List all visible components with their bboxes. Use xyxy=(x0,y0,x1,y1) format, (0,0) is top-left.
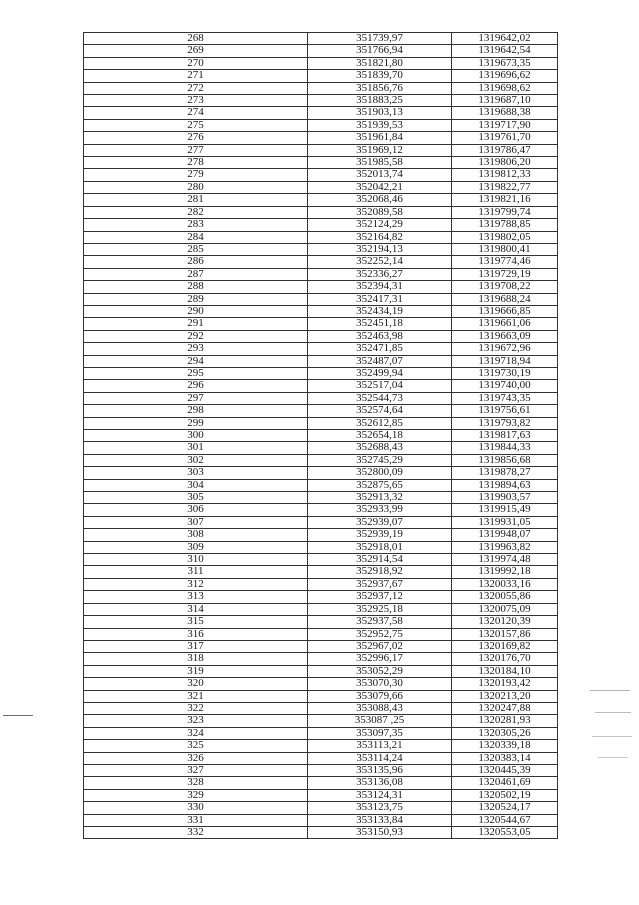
point-number-cell: 332 xyxy=(84,827,308,839)
table-row xyxy=(84,715,558,727)
table-row xyxy=(84,554,558,566)
y-coordinate-cell: 1319822,77 xyxy=(452,181,558,193)
point-number-cell: 277 xyxy=(84,144,308,156)
point-number-cell: 280 xyxy=(84,181,308,193)
table-row xyxy=(84,107,558,119)
table-row xyxy=(84,169,558,181)
point-number-cell: 285 xyxy=(84,243,308,255)
y-coordinate-cell: 1319844,33 xyxy=(452,442,558,454)
x-coordinate-cell: 353087 ,25 xyxy=(308,715,452,727)
table-row xyxy=(84,405,558,417)
y-coordinate-cell: 1319806,20 xyxy=(452,157,558,169)
y-coordinate-cell: 1319756,61 xyxy=(452,405,558,417)
x-coordinate-cell: 352089,58 xyxy=(308,206,452,218)
point-number-cell: 287 xyxy=(84,268,308,280)
y-coordinate-cell: 1319799,74 xyxy=(452,206,558,218)
table-row xyxy=(84,281,558,293)
y-coordinate-cell: 1319672,96 xyxy=(452,343,558,355)
point-number-cell: 268 xyxy=(84,33,308,45)
table-row xyxy=(84,702,558,714)
table-row xyxy=(84,591,558,603)
x-coordinate-cell: 352463,98 xyxy=(308,330,452,342)
x-coordinate-cell: 352967,02 xyxy=(308,640,452,652)
y-coordinate-cell: 1319688,38 xyxy=(452,107,558,119)
table-row xyxy=(84,132,558,144)
y-coordinate-cell: 1320305,26 xyxy=(452,727,558,739)
table-row xyxy=(84,380,558,392)
x-coordinate-cell: 352913,32 xyxy=(308,492,452,504)
y-coordinate-cell: 1320033,16 xyxy=(452,578,558,590)
y-coordinate-cell: 1319663,09 xyxy=(452,330,558,342)
point-number-cell: 272 xyxy=(84,82,308,94)
point-number-cell: 269 xyxy=(84,45,308,57)
x-coordinate-cell: 351739,97 xyxy=(308,33,452,45)
x-coordinate-cell: 353135,96 xyxy=(308,764,452,776)
table-row xyxy=(84,231,558,243)
table-row xyxy=(84,665,558,677)
point-number-cell: 322 xyxy=(84,702,308,714)
table-row xyxy=(84,690,558,702)
x-coordinate-cell: 352996,17 xyxy=(308,653,452,665)
point-number-cell: 330 xyxy=(84,802,308,814)
x-coordinate-cell: 352124,29 xyxy=(308,219,452,231)
point-number-cell: 312 xyxy=(84,578,308,590)
x-coordinate-cell: 352013,74 xyxy=(308,169,452,181)
point-number-cell: 328 xyxy=(84,777,308,789)
y-coordinate-cell: 1319948,07 xyxy=(452,529,558,541)
table-row xyxy=(84,628,558,640)
x-coordinate-cell: 352688,43 xyxy=(308,442,452,454)
y-coordinate-cell: 1319729,19 xyxy=(452,268,558,280)
y-coordinate-cell: 1319821,16 xyxy=(452,194,558,206)
point-number-cell: 329 xyxy=(84,789,308,801)
table-row xyxy=(84,566,558,578)
point-number-cell: 304 xyxy=(84,479,308,491)
y-coordinate-cell: 1319894,63 xyxy=(452,479,558,491)
table-row xyxy=(84,367,558,379)
table-row xyxy=(84,392,558,404)
point-number-cell: 327 xyxy=(84,764,308,776)
table-row xyxy=(84,752,558,764)
point-number-cell: 305 xyxy=(84,492,308,504)
point-number-cell: 310 xyxy=(84,554,308,566)
y-coordinate-cell: 1319915,49 xyxy=(452,504,558,516)
point-number-cell: 320 xyxy=(84,678,308,690)
y-coordinate-cell: 1320169,82 xyxy=(452,640,558,652)
point-number-cell: 306 xyxy=(84,504,308,516)
y-coordinate-cell: 1320247,88 xyxy=(452,702,558,714)
table-row xyxy=(84,578,558,590)
coordinates-table-body xyxy=(84,33,558,839)
table-row xyxy=(84,814,558,826)
table-row xyxy=(84,740,558,752)
table-row xyxy=(84,330,558,342)
point-number-cell: 297 xyxy=(84,392,308,404)
point-number-cell: 288 xyxy=(84,281,308,293)
point-number-cell: 273 xyxy=(84,95,308,107)
x-coordinate-cell: 352939,19 xyxy=(308,529,452,541)
scan-artifact-right xyxy=(595,712,631,713)
x-coordinate-cell: 351821,80 xyxy=(308,57,452,69)
point-number-cell: 314 xyxy=(84,603,308,615)
x-coordinate-cell: 352394,31 xyxy=(308,281,452,293)
table-row xyxy=(84,467,558,479)
table-row xyxy=(84,529,558,541)
point-number-cell: 281 xyxy=(84,194,308,206)
y-coordinate-cell: 1319696,62 xyxy=(452,70,558,82)
x-coordinate-cell: 352487,07 xyxy=(308,355,452,367)
y-coordinate-cell: 1320339,18 xyxy=(452,740,558,752)
scan-artifact-right xyxy=(590,690,630,691)
point-number-cell: 316 xyxy=(84,628,308,640)
point-number-cell: 296 xyxy=(84,380,308,392)
y-coordinate-cell: 1319740,00 xyxy=(452,380,558,392)
x-coordinate-cell: 352925,18 xyxy=(308,603,452,615)
point-number-cell: 331 xyxy=(84,814,308,826)
y-coordinate-cell: 1319688,24 xyxy=(452,293,558,305)
y-coordinate-cell: 1319802,05 xyxy=(452,231,558,243)
x-coordinate-cell: 351883,25 xyxy=(308,95,452,107)
table-row xyxy=(84,764,558,776)
x-coordinate-cell: 352252,14 xyxy=(308,256,452,268)
point-number-cell: 299 xyxy=(84,417,308,429)
x-coordinate-cell: 352517,04 xyxy=(308,380,452,392)
table-row xyxy=(84,70,558,82)
point-number-cell: 313 xyxy=(84,591,308,603)
y-coordinate-cell: 1319817,63 xyxy=(452,430,558,442)
y-coordinate-cell: 1320075,09 xyxy=(452,603,558,615)
x-coordinate-cell: 352194,13 xyxy=(308,243,452,255)
y-coordinate-cell: 1319743,35 xyxy=(452,392,558,404)
table-row xyxy=(84,144,558,156)
table-row xyxy=(84,430,558,442)
table-row xyxy=(84,318,558,330)
y-coordinate-cell: 1320184,10 xyxy=(452,665,558,677)
x-coordinate-cell: 352918,92 xyxy=(308,566,452,578)
point-number-cell: 292 xyxy=(84,330,308,342)
y-coordinate-cell: 1319793,82 xyxy=(452,417,558,429)
table-row xyxy=(84,95,558,107)
table-row xyxy=(84,777,558,789)
x-coordinate-cell: 352939,07 xyxy=(308,516,452,528)
point-number-cell: 283 xyxy=(84,219,308,231)
y-coordinate-cell: 1319992,18 xyxy=(452,566,558,578)
table-row xyxy=(84,479,558,491)
x-coordinate-cell: 353124,31 xyxy=(308,789,452,801)
point-number-cell: 319 xyxy=(84,665,308,677)
x-coordinate-cell: 351961,84 xyxy=(308,132,452,144)
y-coordinate-cell: 1319974,48 xyxy=(452,554,558,566)
scan-artifact-left xyxy=(3,715,33,716)
table-row xyxy=(84,206,558,218)
point-number-cell: 275 xyxy=(84,119,308,131)
x-coordinate-cell: 353070,30 xyxy=(308,678,452,690)
table-row xyxy=(84,82,558,94)
x-coordinate-cell: 353136,08 xyxy=(308,777,452,789)
x-coordinate-cell: 353088,43 xyxy=(308,702,452,714)
x-coordinate-cell: 353123,75 xyxy=(308,802,452,814)
point-number-cell: 279 xyxy=(84,169,308,181)
x-coordinate-cell: 352499,94 xyxy=(308,367,452,379)
y-coordinate-cell: 1319800,41 xyxy=(452,243,558,255)
point-number-cell: 278 xyxy=(84,157,308,169)
x-coordinate-cell: 353114,24 xyxy=(308,752,452,764)
x-coordinate-cell: 352068,46 xyxy=(308,194,452,206)
x-coordinate-cell: 352937,58 xyxy=(308,616,452,628)
y-coordinate-cell: 1319856,68 xyxy=(452,454,558,466)
y-coordinate-cell: 1319786,47 xyxy=(452,144,558,156)
y-coordinate-cell: 1320213,20 xyxy=(452,690,558,702)
table-row xyxy=(84,119,558,131)
x-coordinate-cell: 352471,85 xyxy=(308,343,452,355)
table-row xyxy=(84,45,558,57)
y-coordinate-cell: 1319788,85 xyxy=(452,219,558,231)
y-coordinate-cell: 1320524,17 xyxy=(452,802,558,814)
table-row xyxy=(84,355,558,367)
table-row xyxy=(84,194,558,206)
y-coordinate-cell: 1320461,69 xyxy=(452,777,558,789)
table-row xyxy=(84,454,558,466)
y-coordinate-cell: 1319878,27 xyxy=(452,467,558,479)
coordinates-table xyxy=(83,32,558,839)
x-coordinate-cell: 352952,75 xyxy=(308,628,452,640)
table-row xyxy=(84,343,558,355)
x-coordinate-cell: 352875,65 xyxy=(308,479,452,491)
y-coordinate-cell: 1320157,86 xyxy=(452,628,558,640)
x-coordinate-cell: 351903,13 xyxy=(308,107,452,119)
table-row xyxy=(84,293,558,305)
y-coordinate-cell: 1320120,39 xyxy=(452,616,558,628)
x-coordinate-cell: 352914,54 xyxy=(308,554,452,566)
table-row xyxy=(84,57,558,69)
table-row xyxy=(84,219,558,231)
table-row xyxy=(84,516,558,528)
y-coordinate-cell: 1319717,90 xyxy=(452,119,558,131)
table-row xyxy=(84,33,558,45)
x-coordinate-cell: 352933,99 xyxy=(308,504,452,516)
table-row xyxy=(84,789,558,801)
point-number-cell: 295 xyxy=(84,367,308,379)
x-coordinate-cell: 352434,19 xyxy=(308,305,452,317)
y-coordinate-cell: 1319931,05 xyxy=(452,516,558,528)
point-number-cell: 321 xyxy=(84,690,308,702)
y-coordinate-cell: 1320544,67 xyxy=(452,814,558,826)
x-coordinate-cell: 352042,21 xyxy=(308,181,452,193)
point-number-cell: 315 xyxy=(84,616,308,628)
table-row xyxy=(84,603,558,615)
y-coordinate-cell: 1319708,22 xyxy=(452,281,558,293)
point-number-cell: 284 xyxy=(84,231,308,243)
point-number-cell: 301 xyxy=(84,442,308,454)
y-coordinate-cell: 1319761,70 xyxy=(452,132,558,144)
y-coordinate-cell: 1320176,70 xyxy=(452,653,558,665)
table-row xyxy=(84,492,558,504)
table-row xyxy=(84,827,558,839)
table-row xyxy=(84,727,558,739)
x-coordinate-cell: 351856,76 xyxy=(308,82,452,94)
x-coordinate-cell: 352336,27 xyxy=(308,268,452,280)
x-coordinate-cell: 353113,21 xyxy=(308,740,452,752)
x-coordinate-cell: 352654,18 xyxy=(308,430,452,442)
point-number-cell: 286 xyxy=(84,256,308,268)
table-row xyxy=(84,268,558,280)
point-number-cell: 324 xyxy=(84,727,308,739)
x-coordinate-cell: 351766,94 xyxy=(308,45,452,57)
table-row xyxy=(84,442,558,454)
point-number-cell: 271 xyxy=(84,70,308,82)
y-coordinate-cell: 1320193,42 xyxy=(452,678,558,690)
x-coordinate-cell: 353133,84 xyxy=(308,814,452,826)
x-coordinate-cell: 351969,12 xyxy=(308,144,452,156)
table-row xyxy=(84,653,558,665)
x-coordinate-cell: 353079,66 xyxy=(308,690,452,702)
point-number-cell: 293 xyxy=(84,343,308,355)
x-coordinate-cell: 352745,29 xyxy=(308,454,452,466)
y-coordinate-cell: 1319698,62 xyxy=(452,82,558,94)
scan-artifact-right xyxy=(592,736,632,737)
point-number-cell: 307 xyxy=(84,516,308,528)
point-number-cell: 317 xyxy=(84,640,308,652)
y-coordinate-cell: 1319642,54 xyxy=(452,45,558,57)
table-row xyxy=(84,640,558,652)
x-coordinate-cell: 352417,31 xyxy=(308,293,452,305)
y-coordinate-cell: 1319642,02 xyxy=(452,33,558,45)
point-number-cell: 282 xyxy=(84,206,308,218)
y-coordinate-cell: 1320502,19 xyxy=(452,789,558,801)
point-number-cell: 298 xyxy=(84,405,308,417)
point-number-cell: 309 xyxy=(84,541,308,553)
point-number-cell: 326 xyxy=(84,752,308,764)
x-coordinate-cell: 352918,01 xyxy=(308,541,452,553)
x-coordinate-cell: 352937,12 xyxy=(308,591,452,603)
x-coordinate-cell: 352451,18 xyxy=(308,318,452,330)
table-row xyxy=(84,157,558,169)
y-coordinate-cell: 1319673,35 xyxy=(452,57,558,69)
y-coordinate-cell: 1320055,86 xyxy=(452,591,558,603)
point-number-cell: 289 xyxy=(84,293,308,305)
y-coordinate-cell: 1319963,82 xyxy=(452,541,558,553)
y-coordinate-cell: 1319812,33 xyxy=(452,169,558,181)
x-coordinate-cell: 352937,67 xyxy=(308,578,452,590)
table-row xyxy=(84,616,558,628)
x-coordinate-cell: 352164,82 xyxy=(308,231,452,243)
y-coordinate-cell: 1320553,05 xyxy=(452,827,558,839)
point-number-cell: 276 xyxy=(84,132,308,144)
point-number-cell: 318 xyxy=(84,653,308,665)
point-number-cell: 290 xyxy=(84,305,308,317)
table-row xyxy=(84,504,558,516)
x-coordinate-cell: 353150,93 xyxy=(308,827,452,839)
table-row xyxy=(84,243,558,255)
table-row xyxy=(84,305,558,317)
y-coordinate-cell: 1320383,14 xyxy=(452,752,558,764)
y-coordinate-cell: 1319718,94 xyxy=(452,355,558,367)
table-row xyxy=(84,256,558,268)
x-coordinate-cell: 351839,70 xyxy=(308,70,452,82)
x-coordinate-cell: 352612,85 xyxy=(308,417,452,429)
x-coordinate-cell: 352800,09 xyxy=(308,467,452,479)
point-number-cell: 302 xyxy=(84,454,308,466)
y-coordinate-cell: 1319903,57 xyxy=(452,492,558,504)
point-number-cell: 308 xyxy=(84,529,308,541)
point-number-cell: 270 xyxy=(84,57,308,69)
point-number-cell: 323 xyxy=(84,715,308,727)
x-coordinate-cell: 353052,29 xyxy=(308,665,452,677)
x-coordinate-cell: 351939,53 xyxy=(308,119,452,131)
x-coordinate-cell: 352544,73 xyxy=(308,392,452,404)
table-row xyxy=(84,181,558,193)
table-row xyxy=(84,678,558,690)
table-row xyxy=(84,541,558,553)
point-number-cell: 300 xyxy=(84,430,308,442)
point-number-cell: 311 xyxy=(84,566,308,578)
x-coordinate-cell: 353097,35 xyxy=(308,727,452,739)
y-coordinate-cell: 1320445,39 xyxy=(452,764,558,776)
point-number-cell: 303 xyxy=(84,467,308,479)
y-coordinate-cell: 1319666,85 xyxy=(452,305,558,317)
table-row xyxy=(84,417,558,429)
y-coordinate-cell: 1319687,10 xyxy=(452,95,558,107)
point-number-cell: 291 xyxy=(84,318,308,330)
point-number-cell: 294 xyxy=(84,355,308,367)
table-row xyxy=(84,802,558,814)
y-coordinate-cell: 1319661,06 xyxy=(452,318,558,330)
y-coordinate-cell: 1320281,93 xyxy=(452,715,558,727)
x-coordinate-cell: 352574,64 xyxy=(308,405,452,417)
y-coordinate-cell: 1319730,19 xyxy=(452,367,558,379)
y-coordinate-cell: 1319774,46 xyxy=(452,256,558,268)
scan-artifact-right xyxy=(598,757,628,758)
point-number-cell: 325 xyxy=(84,740,308,752)
x-coordinate-cell: 351985,58 xyxy=(308,157,452,169)
point-number-cell: 274 xyxy=(84,107,308,119)
